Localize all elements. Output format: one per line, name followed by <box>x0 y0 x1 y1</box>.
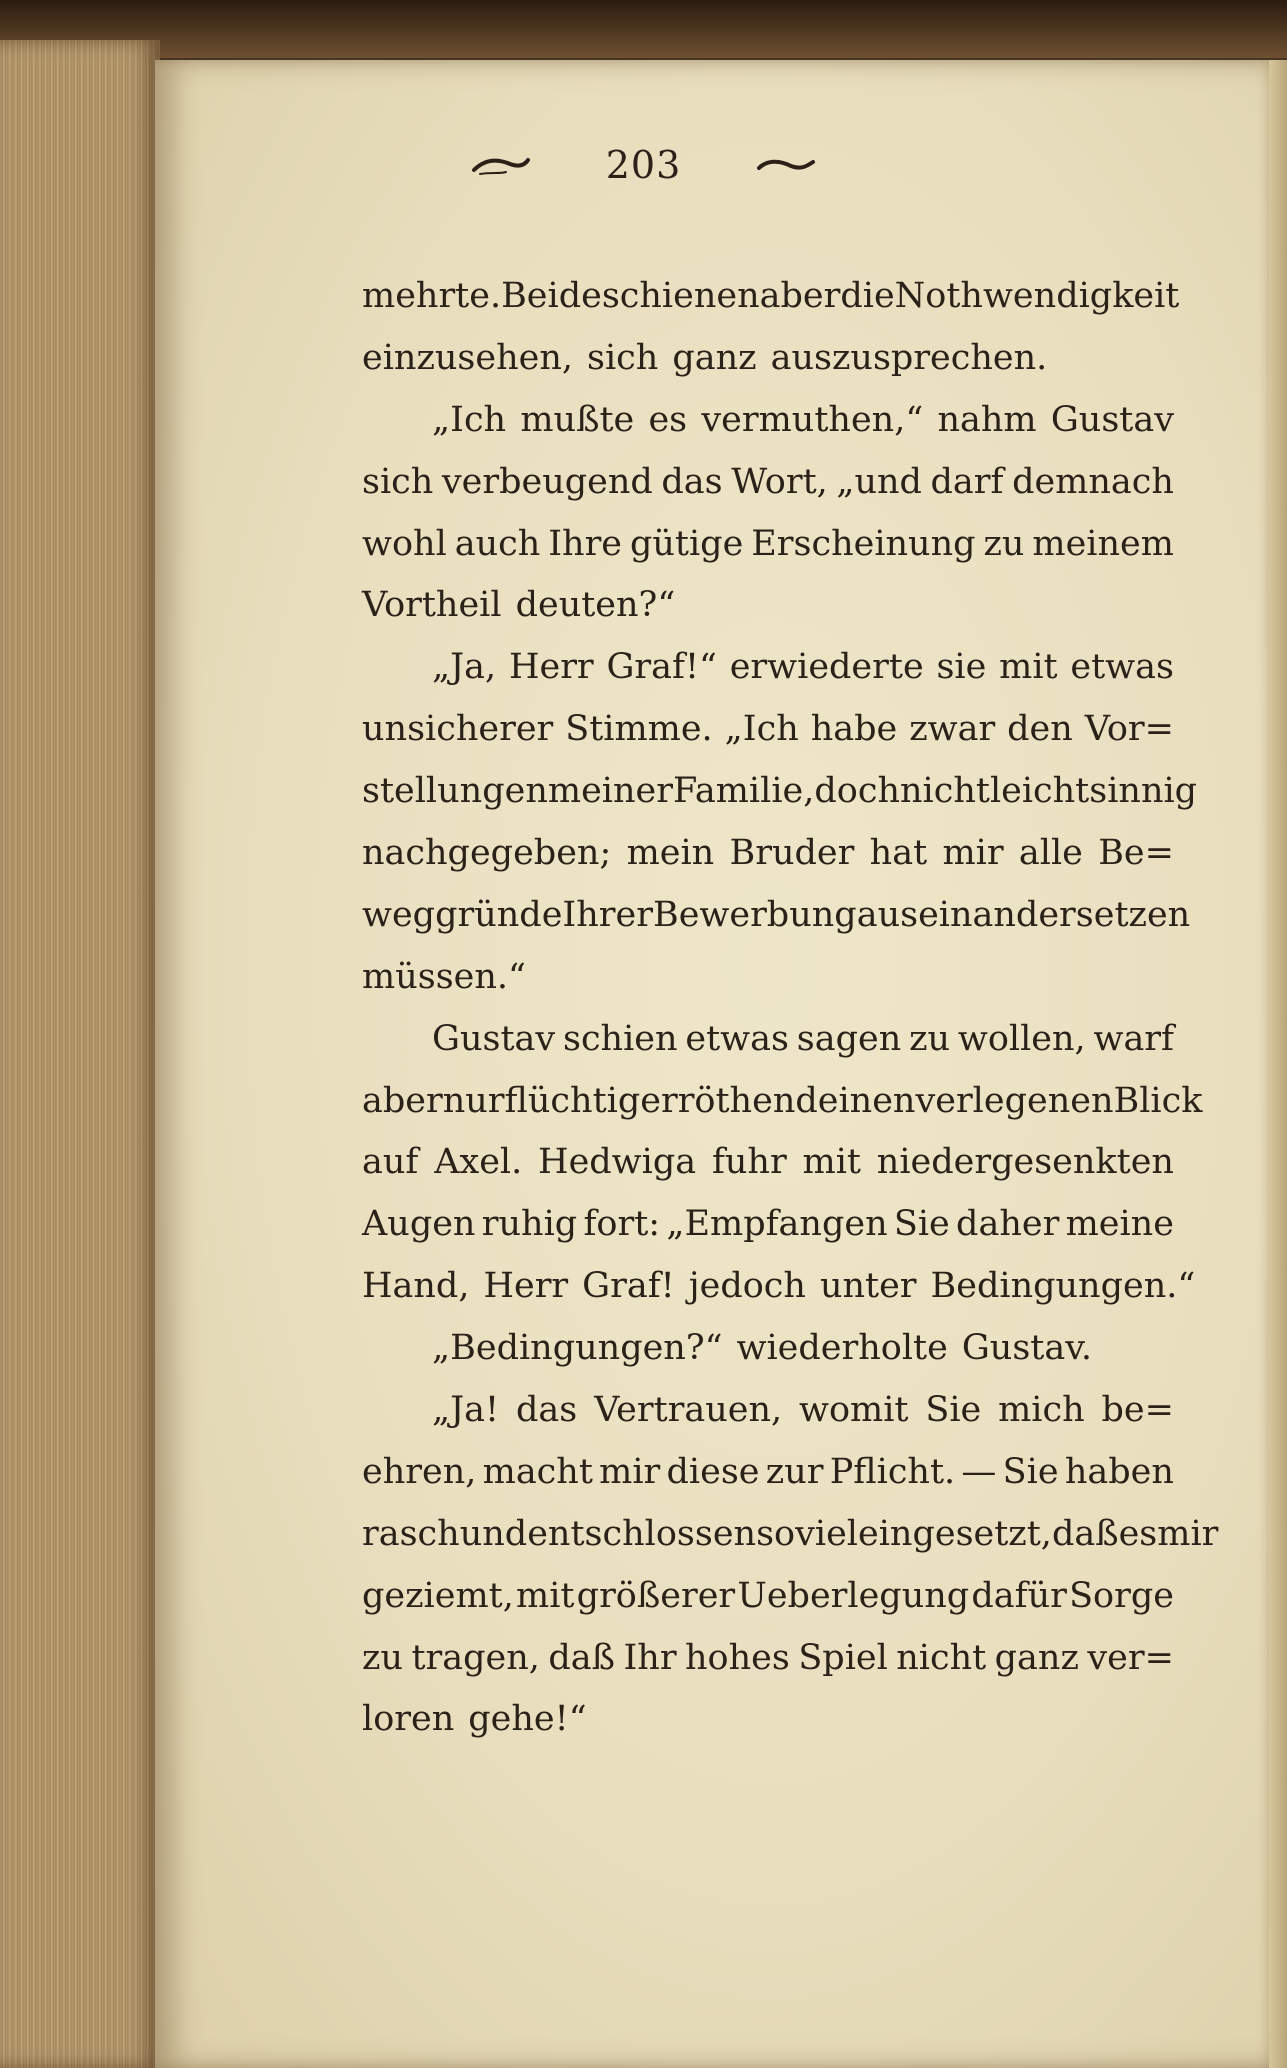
page-number: 203 <box>605 143 682 187</box>
word: auch <box>454 523 541 564</box>
word: das <box>515 1390 578 1431</box>
word: Bedingungen.“ <box>930 1266 1196 1307</box>
word: gehe!“ <box>468 1699 587 1740</box>
word: mußte <box>520 399 635 440</box>
word: Bewerbung <box>652 894 857 935</box>
word: meine <box>1065 1204 1174 1245</box>
word: hat <box>869 833 928 874</box>
word: alle <box>1018 833 1083 874</box>
word: sich <box>587 337 659 378</box>
word: sie <box>936 647 987 688</box>
word: meinem <box>1032 523 1174 564</box>
word: Graf!“ <box>606 647 717 688</box>
word: mit <box>999 647 1058 688</box>
word: Blick <box>1113 1080 1203 1121</box>
word: zur <box>765 1451 824 1492</box>
text-line <box>362 885 1191 947</box>
word: daß <box>548 1637 615 1678</box>
word: ver= <box>1087 1637 1174 1678</box>
word: Stimme. <box>565 709 713 750</box>
word: sich <box>362 461 434 502</box>
word: mir <box>942 833 1004 874</box>
word: „Empfangen <box>666 1204 888 1245</box>
word: Herr <box>508 647 594 688</box>
word: größerer <box>576 1575 736 1616</box>
word: dafür <box>971 1575 1067 1616</box>
word: Gustav <box>1050 399 1174 440</box>
word: Be= <box>1098 833 1174 874</box>
word: ganz <box>994 1637 1079 1678</box>
word: wiederholte <box>736 1328 948 1369</box>
word: Bruder <box>729 833 855 874</box>
word: Axel. <box>434 1142 523 1183</box>
text-line <box>362 823 1174 885</box>
word: zu <box>983 523 1025 564</box>
text-line <box>362 1071 1203 1133</box>
word: Vertrauen, <box>594 1390 783 1431</box>
word: „Ja, <box>432 647 497 688</box>
text-line <box>362 1380 1174 1442</box>
word: entschlossen <box>527 1513 757 1554</box>
page-right-edge <box>1269 60 1287 2068</box>
word: Ihre <box>548 523 623 564</box>
word: wollen, <box>957 1018 1086 1059</box>
word: Ihr <box>623 1637 677 1678</box>
book-cover-top <box>0 0 1287 58</box>
word: zu <box>909 1018 951 1059</box>
word: Ueberlegung <box>737 1575 970 1616</box>
word: verlegenen <box>915 1080 1114 1121</box>
word: zu <box>362 1637 403 1678</box>
word: nur <box>442 1080 505 1121</box>
text-line <box>362 1628 1174 1690</box>
text-line <box>362 761 1198 823</box>
word: Graf! <box>582 1266 675 1307</box>
text-line <box>362 390 1174 452</box>
word: Vortheil <box>362 585 502 626</box>
word: es <box>1118 1513 1158 1554</box>
word: habe <box>810 709 898 750</box>
word: erröthend <box>640 1080 818 1121</box>
word: Hand, <box>362 1266 470 1307</box>
word: mit <box>802 1142 861 1183</box>
word: Wort, <box>731 461 828 502</box>
word: Herr <box>483 1266 569 1307</box>
text-line <box>362 452 1174 514</box>
word: fort: <box>583 1204 661 1245</box>
word: mehrte. <box>362 276 502 316</box>
word: ruhig <box>481 1204 578 1245</box>
word: wohl <box>362 523 447 564</box>
word: es <box>648 399 688 440</box>
word: schien <box>562 1018 678 1059</box>
right-flourish-icon <box>755 152 817 178</box>
word: Nothwendigkeit <box>894 276 1180 316</box>
word: mich <box>998 1390 1085 1431</box>
word: Ihrer <box>562 894 653 935</box>
word: viel <box>795 1513 858 1554</box>
word: warf <box>1093 1018 1174 1059</box>
word: tragen, <box>411 1637 540 1678</box>
word: ehren, <box>362 1451 477 1492</box>
word: Sie <box>925 1390 982 1431</box>
word: fuhr <box>711 1142 787 1183</box>
text-line <box>362 1009 1174 1071</box>
word: loren <box>362 1699 455 1740</box>
word: eingesetzt, <box>858 1513 1052 1554</box>
word: „Ich <box>432 399 507 440</box>
word: den <box>1007 709 1073 750</box>
left-flourish-icon <box>470 152 532 178</box>
word: darf <box>930 461 1004 502</box>
page-header <box>0 125 1287 205</box>
word: deuten?“ <box>515 585 676 626</box>
word: meiner <box>547 771 673 812</box>
word: rasch <box>362 1513 460 1554</box>
word: Beide <box>501 276 602 316</box>
word: unsicherer <box>362 709 554 750</box>
word: womit <box>799 1390 909 1431</box>
word: „Ja! <box>432 1390 500 1431</box>
word: Erscheinung <box>751 523 976 564</box>
word: daß <box>1051 1513 1119 1554</box>
word: haben <box>1064 1451 1174 1492</box>
word: be= <box>1101 1390 1174 1431</box>
word: hohes <box>685 1637 790 1678</box>
text-line <box>362 1442 1174 1504</box>
word: Pflicht. <box>829 1451 956 1492</box>
text-line <box>362 1318 1174 1380</box>
text-line <box>362 575 1174 637</box>
word: erwiederte <box>729 647 924 688</box>
word: so <box>756 1513 796 1554</box>
word: daher <box>956 1204 1060 1245</box>
word: aber <box>759 276 841 316</box>
word: nicht <box>896 1637 987 1678</box>
text-line <box>362 947 1174 1009</box>
word: Gustav <box>432 1018 556 1059</box>
word: zwar <box>909 709 996 750</box>
word: mir <box>1157 1513 1219 1554</box>
word: Vor= <box>1084 709 1174 750</box>
word: schienen <box>601 276 760 316</box>
word: etwas <box>685 1018 789 1059</box>
page-edges <box>0 40 160 2068</box>
word: Sie <box>1002 1451 1059 1492</box>
word: auseinandersetzen <box>856 894 1191 935</box>
text-line <box>362 699 1174 761</box>
word: geziemt, <box>362 1575 514 1616</box>
word: Gustav. <box>961 1328 1092 1369</box>
word: einzusehen, <box>362 337 574 378</box>
word: aber <box>362 1080 443 1121</box>
word: Spiel <box>798 1637 888 1678</box>
word: Sie <box>893 1204 950 1245</box>
word: „Bedingungen?“ <box>432 1328 723 1369</box>
text-line <box>362 1504 1219 1566</box>
word: das <box>661 461 723 502</box>
word: nahm <box>937 399 1037 440</box>
text-line <box>362 1256 1196 1318</box>
word: — <box>961 1451 997 1492</box>
word: müssen.“ <box>362 956 526 997</box>
text-line <box>362 1132 1174 1194</box>
word: macht <box>482 1451 593 1492</box>
word: und <box>459 1513 528 1554</box>
word: ganz <box>672 337 757 378</box>
text-line <box>362 637 1174 699</box>
word: verbeugend <box>441 461 653 502</box>
word: Hedwiga <box>538 1142 697 1183</box>
word: sagen <box>796 1018 902 1059</box>
word: doch <box>814 771 900 812</box>
word: diese <box>666 1451 760 1492</box>
word: Familie, <box>672 771 815 812</box>
word: mit <box>516 1575 575 1616</box>
word: etwas <box>1070 647 1174 688</box>
word: die <box>840 276 895 316</box>
word: leichtsinnig <box>989 771 1198 812</box>
text-line <box>362 1689 1174 1751</box>
word: nachgegeben; <box>362 833 612 874</box>
text-line <box>362 328 1174 390</box>
word: stellungen <box>362 771 548 812</box>
word: gütige <box>629 523 744 564</box>
word: niedergesenkten <box>876 1142 1174 1183</box>
word: einen <box>817 1080 916 1121</box>
word: demnach <box>1012 461 1174 502</box>
word: weggründe <box>362 894 563 935</box>
word: auf <box>362 1142 419 1183</box>
word: Augen <box>362 1204 476 1245</box>
word: jedoch <box>688 1266 806 1307</box>
word: nicht <box>899 771 990 812</box>
text-line <box>362 1194 1174 1256</box>
body-text <box>362 266 1219 1751</box>
word: „Ich <box>724 709 799 750</box>
text-line <box>362 514 1174 576</box>
word: unter <box>819 1266 917 1307</box>
word: mir <box>599 1451 661 1492</box>
text-line <box>362 266 1180 328</box>
word: auszusprechen. <box>770 337 1048 378</box>
word: vermuthen,“ <box>701 399 924 440</box>
word: Sorge <box>1069 1575 1174 1616</box>
word: mein <box>626 833 715 874</box>
word: „und <box>836 461 922 502</box>
text-line <box>362 1566 1174 1628</box>
word: flüchtig <box>504 1080 641 1121</box>
